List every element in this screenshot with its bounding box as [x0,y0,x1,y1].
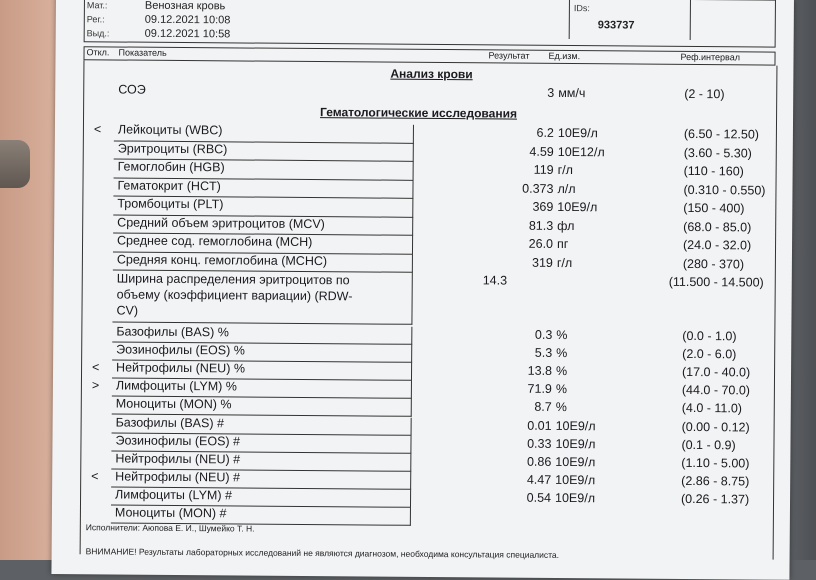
col-result: Результат [488,50,529,60]
row-name: Нейтрофилы (NEU) % [112,361,412,381]
row-unit: пг [557,237,568,251]
row-result: 369 [513,200,553,214]
row-result: 5.3 [512,346,552,360]
row-result: 81.3 [513,218,553,232]
row-reference: (0.310 - 0.550) [683,182,765,197]
registered-value: 09.12.2021 10:08 [145,14,231,27]
row-name: Эозинофилы (EOS) # [111,433,411,453]
rdw-line-1: Ширина распределения эритроцитов по [117,270,412,288]
row-flag: < [91,469,98,483]
executors-line: Исполнители: Аюпова Е. И., Шумейко Т. Н. [86,522,255,533]
row-reference: (2.0 - 6.0) [682,347,736,361]
row-name: Базофилы (BAS) # [112,415,412,435]
row-reference: (0.00 - 0.12) [682,419,750,434]
row-reference: (4.0 - 11.0) [682,401,742,415]
row-result: 71.9 [512,382,552,396]
row-reference: (11.500 - 14.500) [669,275,764,290]
col-indicator: Показатель [119,47,167,57]
results-table [80,60,778,559]
row-reference: (3.60 - 5.30) [684,145,752,160]
row-unit: 10E9/л [555,491,595,505]
row-result: 8.7 [512,400,552,414]
section-hematology: Гематологические исследования [320,105,517,121]
row-name: Нейтрофилы (NEU) # [111,469,411,489]
row-name: СОЭ [114,82,414,100]
issued-value: 09.12.2021 10:58 [145,28,231,41]
row-reference: (2 - 10) [684,87,724,101]
row-name: Нейтрофилы (NEU) # [111,451,411,471]
row-name: Моноциты (MON) # [111,505,411,525]
row-reference: (110 - 160) [684,164,744,178]
material-label: Мат.: [87,0,108,10]
row-result: 4.59 [514,144,554,158]
row-unit: % [556,328,567,342]
row-reference: (280 - 370) [683,256,744,270]
row-unit: 10E9/л [558,126,598,140]
row-name: Эозинофилы (EOS) % [112,343,412,363]
ring [0,140,30,188]
row-reference: (24.0 - 32.0) [683,238,751,253]
row-unit: мм/ч [558,86,585,100]
row-result: 0.3 [512,328,552,342]
row-name: Среднее сод. гемоглобина (MCH) [113,233,413,254]
row-name: Тромбоциты (PLT) [113,196,413,217]
lab-report-sheet [51,0,794,580]
material-value: Венозная кровь [145,0,225,12]
row-reference: (0.1 - 0.9) [681,438,735,452]
row-result: 119 [514,163,554,177]
row-result: 6.2 [514,126,554,140]
ids-label: IDs: [574,3,590,13]
row-unit: 10E9/л [555,455,595,469]
row-unit: г/л [558,163,573,177]
warning-line: ВНИМАНИЕ! Результаты лабораторных исследований не являются диагнозом, необходима консультация специалиста. [86,546,560,560]
row-flag: < [94,122,101,136]
row-result: 14.3 [483,273,523,287]
row-flag: < [92,360,99,374]
row-unit: % [556,364,567,378]
row-name: Лимфоциты (LYM) % [112,379,412,399]
row-flag: > [92,379,99,393]
row-reference: (44.0 - 70.0) [682,383,750,398]
row-reference: (2.86 - 8.75) [681,474,749,489]
row-name: Гематокрит (HCT) [113,178,413,199]
row-name [112,270,412,324]
row-unit: л/л [557,181,575,195]
rdw-line-2: объему (коэффициент вариации) (RDW- [117,286,412,304]
issued-label: Выд.: [87,28,110,38]
report-header [56,0,794,48]
ids-value: 933737 [598,19,635,31]
row-name: Гемоглобин (HGB) [114,159,414,180]
ids-box [569,0,691,40]
row-unit: % [556,346,567,360]
col-reference: Реф.интервал [680,52,740,62]
row-result: 0.54 [511,490,551,504]
row-result: 0.373 [513,181,553,195]
row-name: Лимфоциты (LYM) # [111,487,411,507]
header-box [84,0,776,48]
row-result: 0.33 [511,436,551,450]
section-blood-analysis: Анализ крови [390,67,472,82]
row-name: Эритроциты (RBC) [114,141,414,162]
row-unit: 10E9/л [555,437,595,451]
row-reference: (0.26 - 1.37) [681,492,749,507]
row-unit: г/л [557,255,572,269]
rdw-line-3: CV) [116,302,411,320]
row-result: 13.8 [512,364,552,378]
row-result: 3 [514,86,554,100]
row-name: Моноциты (MON) % [112,397,412,417]
row-reference: (150 - 400) [683,201,744,215]
col-unit: Ед.изм. [548,51,580,61]
row-reference: (68.0 - 85.0) [683,219,751,234]
table-row [84,82,776,103]
row-name: Средняя конц. гемоглобина (MCHC) [113,252,413,273]
row-reference: (17.0 - 40.0) [682,365,750,380]
row-result: 26.0 [513,237,553,251]
row-result: 0.86 [511,454,551,468]
row-result: 4.47 [511,472,551,486]
row-name: Средний объем эритроцитов (MCV) [113,215,413,236]
row-unit: 10E9/л [557,200,597,214]
row-result: 319 [513,255,553,269]
row-unit: 10E9/л [556,418,596,432]
table-row-rdw [82,270,774,327]
row-reference: (6.50 - 12.50) [684,127,759,142]
row-unit: 10E12/л [558,144,605,158]
row-result: 0.01 [512,418,552,432]
row-name: Базофилы (BAS) % [112,324,412,344]
row-unit: % [556,382,567,396]
row-unit: фл [557,218,574,232]
col-deviation: Откл. [87,47,110,57]
row-name: Лейкоциты (WBC) [114,122,414,143]
row-reference: (0.0 - 1.0) [682,329,736,343]
row-unit: % [556,400,567,414]
registered-label: Рег.: [87,14,105,24]
row-reference: (1.10 - 5.00) [681,456,749,471]
row-unit: 10E9/л [555,473,595,487]
